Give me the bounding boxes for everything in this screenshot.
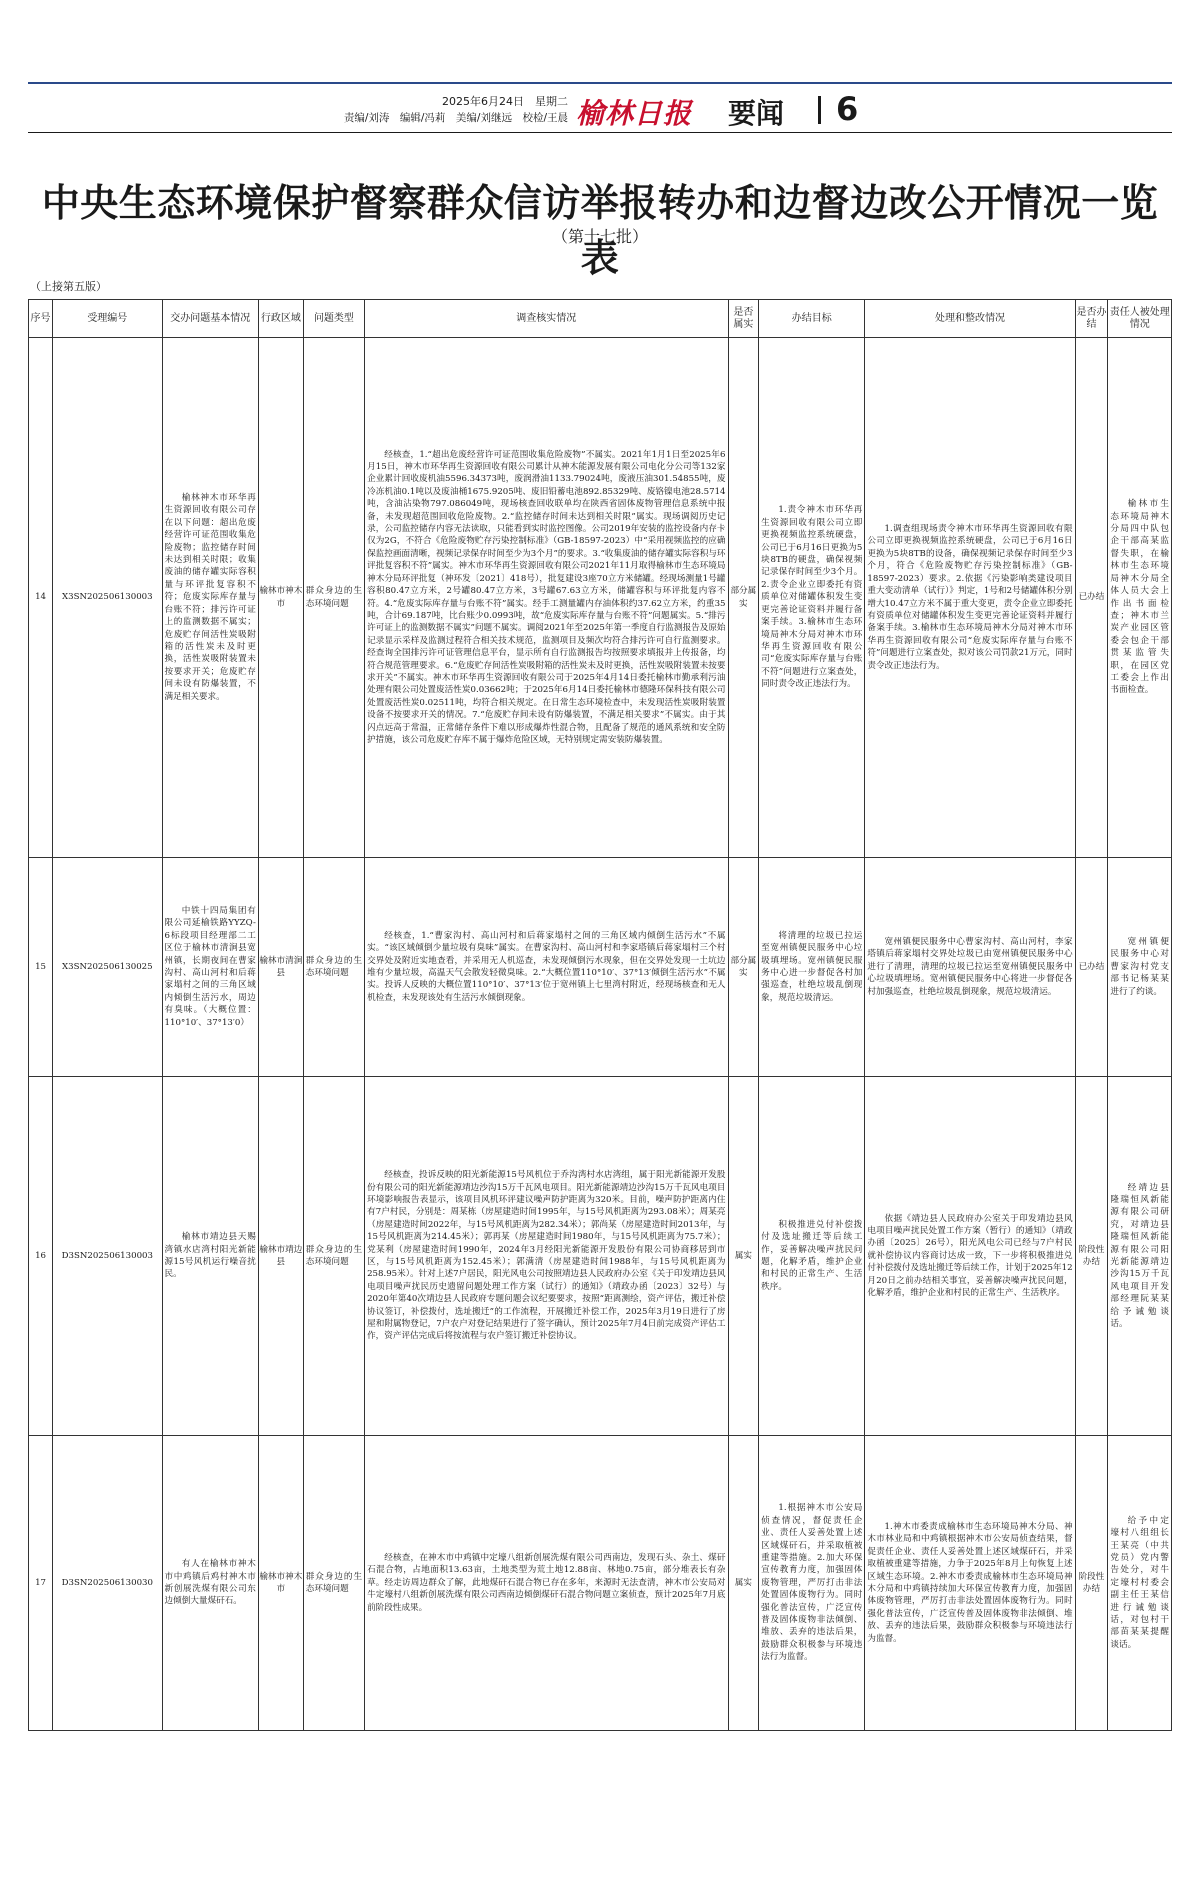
header-goal: 办结目标 <box>759 300 865 338</box>
cell-status: 阶段性办结 <box>1075 1077 1108 1436</box>
cell-type <box>303 338 364 858</box>
issue-text: 榆林市靖边县天赐湾镇水店湾村阳光新能源15号风机运行噪音扰民。 <box>164 1232 256 1280</box>
responsible-text: 宽州镇便民服务中心对曹家沟村党支部书记杨某某进行了约谈。 <box>1110 936 1169 997</box>
investigation-text: 经核查，1.“曹家沟村、高山河村和后蒋家塌村之间的三角区域内倾倒生活污水”不属实。“该区域倾倒少量垃圾有臭味”属实。在曹家沟村、高山河村和李家塔镇后蒋家塌村三个村交界处及附近实地查看，并采用无人机巡查，未发现倾倒污水现象，但在交界处发现一土坑边堆有少量垃圾，高温天气会散发轻微臭味。2.“大概位置110°10′、37°13′倾倒生活污水”不属实。投诉人反映的大概位置110°10′、37°13′位于宽州镇上七里湾村附近，经现场核查和无人机检查，未发现该处有生活污水倾倒现象。 <box>367 930 726 1003</box>
cell-responsible <box>1108 1077 1172 1436</box>
cell-status: 已办结 <box>1075 338 1108 858</box>
cell-investigation <box>365 858 728 1077</box>
page-title: 中央生态环境保护督察群众信访举报转办和边督边改公开情况一览表 <box>41 181 1159 280</box>
section-name: 要闻 <box>728 97 785 130</box>
header-case-id: 受理编号 <box>53 300 162 338</box>
type-text: 群众身边的生态环境问题 <box>305 586 363 609</box>
cell-goal <box>759 1436 865 1731</box>
cell-case-id: X3SN202506130025 <box>53 858 162 1077</box>
investigation-text: 经核查，在神木市中鸡镇中定壕八组新创展洗煤有限公司西南边，发现石头、杂土、煤矸石混合物，占地面积13.63亩，土地类型为荒土地12.88亩、林地0.75亩，部分堆表长有杂草。经走访周边群众了解，此地煤矸石混合物已存在多年，来源时无法查清，神木市公安局对牛定壕村八组新创展洗煤有限公司西南边倾倒煤矸石混合物问题立案侦查，预计2025年7月底前阶段性成果。 <box>367 1552 726 1613</box>
cell-region: 榆林市清涧县 <box>258 858 303 1077</box>
section-divider <box>818 96 821 124</box>
action-text: 1.调查组现场责令神木市环华再生资源回收有限公司立即更换视频监控系统硬盘，公司已于6月16日更换为5块8TB的设备，确保视频记录保存时间至少3个月，符合《危险废物贮存污染控制标准》（GB-18597-2023）要求。2.依据《污染影响类建设项目重大变动清单（试行）》判定，1号和2号储罐体积分别增大10.47立方米不属于重大变更，责令企业立即委托有资质单位对储罐体积发生变更完善论证资料并履行备案手续。3.榆林市生态环境局神木分局对神木市环华再生资源回收有限公司“危废实际库存量与台账不符”问题进行立案查处，拟对该公司罚款21万元，同时责令改正违法行为。 <box>867 524 1073 671</box>
header-responsible: 责任人被处理情况 <box>1108 300 1172 338</box>
cell-goal <box>759 1077 865 1436</box>
cell-goal <box>759 858 865 1077</box>
cell-type <box>303 1436 364 1731</box>
cell-case-id: X3SN202506130003 <box>53 338 162 858</box>
cell-type <box>303 1077 364 1436</box>
cell-action <box>865 338 1075 858</box>
header-status: 是否办结 <box>1075 300 1108 338</box>
cell-case-id: D3SN202506130003 <box>53 1077 162 1436</box>
editors-line: 责编/刘涛 编辑/冯莉 美编/刘继远 校检/王晨 <box>343 112 568 124</box>
cell-region: 榆林市靖边县 <box>258 1077 303 1436</box>
cell-responsible <box>1108 858 1172 1077</box>
batch-subtitle: （第十七批） <box>551 227 648 246</box>
action-text: 依据《靖边县人民政府办公室关于印发靖边县风电项目噪声扰民处置工作方案（暂行）的通知》（靖政办函〔2025〕26号），阳光风电公司已经与7户村民就补偿协议内容商讨达成一致，下一步将积极推进兑付补偿拨付及选址搬迁等后续工作，计划于2025年12月20日之前办结相关事宜，妥善解决噪声扰民问题，化解矛盾，维护企业和村民的正常生产、生活秩序。 <box>867 1213 1073 1299</box>
type-text: 群众身边的生态环境问题 <box>305 955 363 978</box>
issue-text: 有人在榆林市神木市中鸡镇后鸡村神木市新创展洗煤有限公司东边倾倒大量煤矸石。 <box>164 1559 256 1607</box>
page-number: 6 <box>836 90 859 128</box>
cell-seq: 15 <box>29 858 53 1077</box>
type-text: 群众身边的生态环境问题 <box>305 1571 363 1594</box>
responsible-text: 给予中定壕村八组组长王某亮（中共党员）党内警告处分，对牛定壕村村委会副主任王某信进行诫勉谈话，对包村干部苗某某提醒谈话。 <box>1110 1515 1169 1650</box>
newspaper-logo: 榆林日报 <box>576 97 693 130</box>
cell-issue <box>162 1077 258 1436</box>
cell-status: 已办结 <box>1075 858 1108 1077</box>
header-verified: 是否属实 <box>728 300 759 338</box>
cell-case-id: D3SN202506130030 <box>53 1436 162 1731</box>
cell-action <box>865 1436 1075 1731</box>
cell-seq: 14 <box>29 338 53 858</box>
cell-type <box>303 858 364 1077</box>
cell-verified: 属实 <box>728 1436 759 1731</box>
header-action: 处理和整改情况 <box>865 300 1075 338</box>
cell-action <box>865 858 1075 1077</box>
goal-text: 将清理的垃圾已拉运至宽州镇便民服务中心垃圾填埋场。宽州镇便民服务中心进一步督促各村加强巡查，杜绝垃圾乱倒现象，规范垃圾清运。 <box>761 930 863 1003</box>
cell-responsible <box>1108 1436 1172 1731</box>
cell-region: 榆林市神木市 <box>258 1436 303 1731</box>
header-issue: 交办问题基本情况 <box>162 300 258 338</box>
table-row <box>29 1077 1172 1436</box>
header-seq: 序号 <box>29 300 53 338</box>
cell-verified: 部分属实 <box>728 858 759 1077</box>
cell-region: 榆林市神木市 <box>258 338 303 858</box>
header-region: 行政区域 <box>258 300 303 338</box>
header-investigation: 调查核实情况 <box>365 300 728 338</box>
issue-text: 榆林神木市环华再生资源回收有限公司存在以下问题：超出危废经营许可证范围收集危险废物；监控储存时间未达到相关时限；收集废油的储存罐实际容积量与环评批复容积不符；危废实际库存量与台账不符；排污许可证上的监测数据不属实；危废贮存间活性炭吸附箱的活性炭未及时更换，活性炭吸附装置未按要求开关；危废贮存间未设有防爆装置，不满足相关要求。 <box>164 493 256 702</box>
masthead-meta <box>278 94 568 126</box>
cell-issue <box>162 858 258 1077</box>
issue-text: 中铁十四局集团有限公司延榆铁路YYZQ-6标段项目经理部二工区位于榆林市清涧县宽州镇，长期夜间在曹家沟村、高山河村和后蒋家塌村之间的三角区域内倾倒生活污水，周边有臭味。（大概位置：110°10′、37°13′0） <box>164 905 256 1028</box>
table-header-row <box>29 300 1172 338</box>
cell-investigation <box>365 338 728 858</box>
masthead <box>28 92 1172 128</box>
cell-goal <box>759 338 865 858</box>
goal-text: 1.责令神木市环华再生资源回收有限公司立即更换视频监控系统硬盘，公司已于6月16日更换为5块8TB的硬盘，确保视频记录保存时间至少3个月。2.责令企业立即委托有资质单位对储罐体积发生变更完善论证资料并履行备案手续。3.榆林市生态环境局神木分局对神木市环华再生资源回收有限公司“危废实际库存量与台账不符”问题进行立案查处，同时责令改正违法行为。 <box>761 505 863 690</box>
table-row <box>29 1436 1172 1731</box>
type-text: 群众身边的生态环境问题 <box>305 1244 363 1267</box>
investigation-text: 经核查，1.“超出危废经营许可证范围收集危险废物”不属实。2021年1月1日至2025年6月15日，神木市环华再生资源回收有限公司累计从神木能源发展有限公司电化分公司等132家企业累计回收废机油5596.34373吨，废润滑油1133.79024吨，废液压油301.54855吨，废冷冻机油0.1吨以及废油桶1675.9205吨、废旧铅蓄电池892.85329吨、废铬镍电池28.5714吨，含油沾染物797.086049吨，现场核查回收联单均在陕西省固体废物管理信息系统中报备，未发现超范围回收危险废物。2.“监控储存时间未达到相关时限”属实。现场调阅历史记录，公司监控储存内容无法读取，只能看到实时监控图像。公司2019年安装的监控设备内存卡仅为2G，不符合《危险废物贮存污染控制标准》（GB-18597-2023）中“采用视频监控的应确保监控画面清晰，视频记录保存时间至少为3个月”的要求。3.“收集废油的储存罐实际容积与环评批复容积不符”属实。神木市环华再生资源回收有限公司2021年11月取得榆林市生态环境局神木分局环评批复（神环发〔2021〕418号），批复建设3座70立方米储罐。经现场测量1号罐容积80.47立方米，2号罐80.47立方米，3号罐67.63立方米，储罐容积与环评批复内容不符。4.“危废实际库存量与台账不符”属实。经手工测量罐内存油体积约37.62立方米，约重35吨，合计69.187吨，比台账少0.0993吨，故“危废实际库存量与台账不符”问题属实。5.“排污许可证上的监测数据不属实”问题不属实。调阅2021年至2025年第一季度自行监测报告及原始记录显示采样及监测过程符合相关技术规范，监测项目及频次均符合排污许可自行监测要求。经查询全国排污许可证管理信息平台，显示所有自行监测报告均按照要求填报并上传报备，均符合规范管理要求。6.“危废贮存间活性炭吸附箱的活性炭未及时更换，活性炭吸附装置未按要求开关”不属实。神木市环华再生资源回收有限公司于2025年4月14日委托榆林市勤承利污油处理有限公司处置废活性炭0.03662吨；于2025年6月14日委托榆林市德隆环保科技有限公司处置废活性炭0.02511吨，均符合相关规定。在日常生态环境检查中，未发现活性炭吸附装置设备不按要求开关的情况。7.“危废贮存间未设有防爆装置，不满足相关要求”不属实。由于其闪点远高于常温，正常储存条件下难以形成爆炸性混合物，且配备了规范的通风系统和安全防护措施，该公司危废贮存库不属于爆炸危险区域，无特别规定需安装防爆装置。 <box>367 449 726 745</box>
cell-seq: 17 <box>29 1436 53 1731</box>
investigation-text: 经核查，投诉反映的阳光新能源15号风机位于乔沟湾村水店湾组，属于阳光新能源开发股份有限公司的阳光新能源靖边沙沟15万千瓦风电项目。阳光新能源靖边沙沟15万千瓦风电项目环境影响报告表显示，该项目风机环评建议噪声防护距离为320米。目前，噪声防护距离内住有7户村民，分别是：周某栋（房屋建造时间1995年，与15号风机距离为293.08米）；周某亮（房屋建造时间2022年，与15号风机距离为282.34米）；郭尚某（房屋建造时间2013年，与15号风机距离为214.45米）；郭再某（房屋建造时间1980年，与15号风机距离为75.7米）；党某利（房屋建造时间1990年，2024年3月经阳光新能源开发股份有限公司协商移居到市区，与15号风机距离为152.45米）；郭满清（房屋建造时间1988年，与15号风机距离为258.95米）。针对上述7户居民，阳光风电公司按照靖边县人民政府办公室《关于印发靖边县风电项目噪声扰民历史遗留问题处理工作方案（试行）的通知》（靖政办函〔2023〕32号）与2020年第40次靖边县人民政府专题问题会议纪要要求，按照“距离测绘，资产评估，搬迁补偿协议签订，补偿拨付，选址搬迁”的工作流程，开展搬迁补偿工作，2025年3月19日进行了房屋和附属物登记，7户农户对登记结果进行了签字确认，预计2025年7月4日前完成资产评估工作，资产评估完成后将按流程与农户签订搬迁补偿协议。 <box>367 1170 726 1342</box>
cell-action <box>865 1077 1075 1436</box>
action-text: 宽州镇便民服务中心曹家沟村、高山河村，李家塔镇后蒋家塌村交界处垃圾已由宽州镇便民服务中心进行了清理，清理的垃圾已拉运至宽州镇便民服务中心垃圾填埋场。宽州镇便民服务中心将进一步督促各村加强巡查，杜绝垃圾乱倒现象，规范垃圾清运。 <box>867 936 1073 997</box>
responsible-text: 经靖边县隆瑞恒风新能源有限公司研究，对靖边县隆瑞恒风新能源有限公司阳光新能源靖边沙沟15万千瓦风电项目开发部经理阮某某给予诫勉谈话。 <box>1110 1182 1169 1330</box>
cell-issue <box>162 338 258 858</box>
continued-note: （上接第五版） <box>30 280 107 293</box>
cell-verified: 属实 <box>728 1077 759 1436</box>
header-type: 问题类型 <box>303 300 364 338</box>
responsible-text: 榆林市生态环境局神木分局四中队包企干部高某监督失职，在榆林市生态环境局神木分局全体人员大会上作出书面检查；神木市兰炭产业园区管委会包企干部贯某监管失职，在园区党工委会上作出书面检查。 <box>1110 499 1169 696</box>
cell-verified: 部分属实 <box>728 338 759 858</box>
cell-issue <box>162 1436 258 1731</box>
cell-seq: 16 <box>29 1077 53 1436</box>
table-row <box>29 338 1172 858</box>
cell-investigation <box>365 1077 728 1436</box>
goal-text: 积极推进兑付补偿拨付及选址搬迁等后续工作，妥善解决噪声扰民问题，化解矛盾，维护企业和村民的正常生产、生活秩序。 <box>761 1219 863 1292</box>
complaints-table <box>28 299 1172 1731</box>
cell-investigation <box>365 1436 728 1731</box>
table-row <box>29 858 1172 1077</box>
cell-status: 阶段性办结 <box>1075 1436 1108 1731</box>
top-rule <box>28 82 1172 84</box>
action-text: 1.神木市委责成榆林市生态环境局神木分局、神木市林业局和中鸡镇根据神木市公安局侦查结果，督促责任企业、责任人妥善处置上述区域煤矸石，并采取植被重建等措施，力争于2025年8月上旬恢复上述区域生态环境。2.神木市委责成榆林市生态环境局神木分局和中鸡镇持续加大环保宣传教育力度，加强固体废物管理，严厉打击非法处置固体废物行为。同时强化普法宣传，广泛宣传普及固体废物非法倾倒、堆放、丢弃的违法后果，鼓励群众积极参与环境违法行为监督。 <box>867 1521 1073 1644</box>
date-line: 2025年6月24日 星期二 <box>442 95 568 108</box>
masthead-rule <box>28 132 1172 133</box>
cell-responsible <box>1108 338 1172 858</box>
goal-text: 1.根据神木市公安局侦查情况，督促责任企业、责任人妥善处置上述区域煤矸石，并采取植被重建等措施。2.加大环保宣传教育力度，加强固体废物管理，严厉打击非法处置固体废物行为。同时强化普法宣传，广泛宣传普及固体废物非法倾倒、堆放、丢弃的违法后果，鼓励群众积极参与环境违法行为监督。 <box>761 1503 863 1663</box>
